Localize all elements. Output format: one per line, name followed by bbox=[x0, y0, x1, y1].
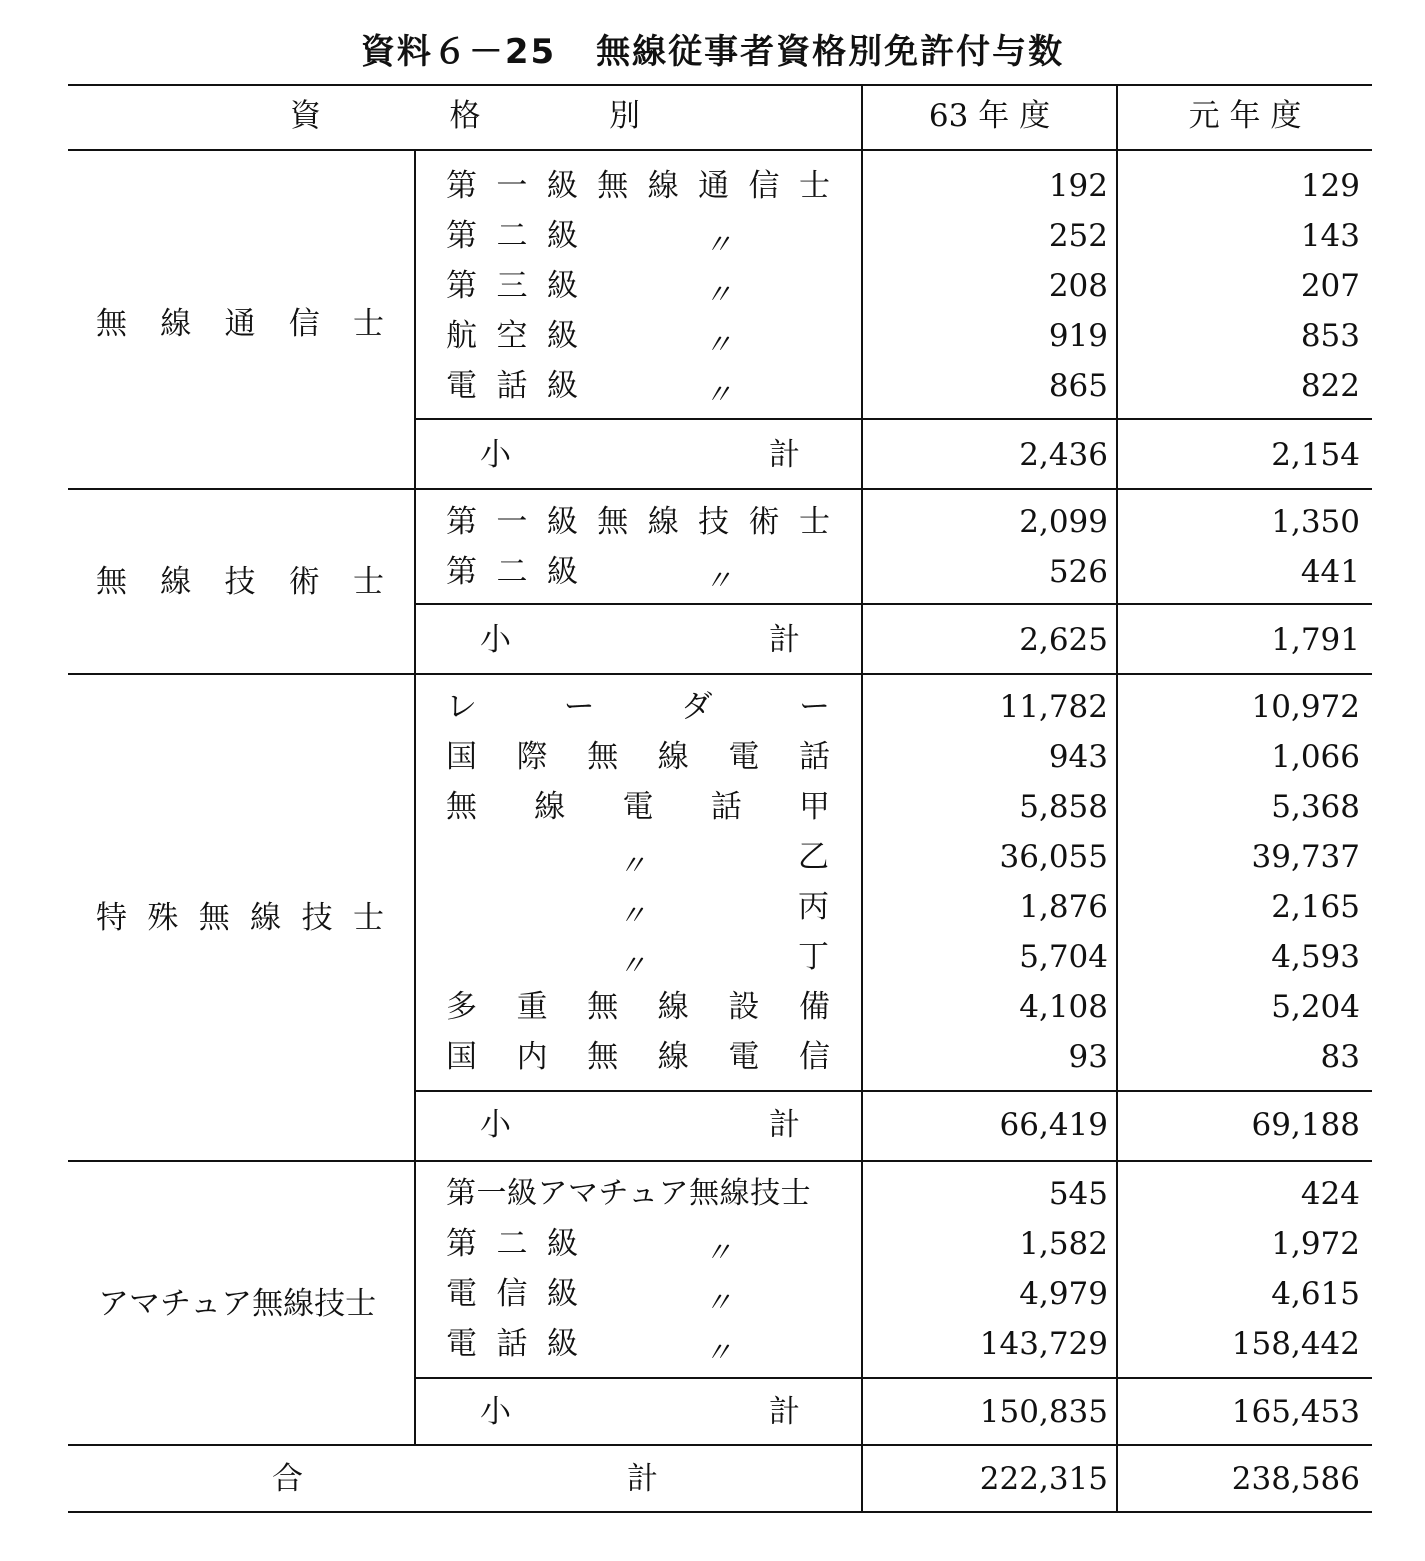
rule-g1-sub bbox=[416, 418, 1372, 420]
row-fy-gan: 10,972 bbox=[1251, 689, 1360, 725]
row-fy-gan: 822 bbox=[1300, 368, 1360, 404]
row-fy63: 865 bbox=[1048, 368, 1108, 404]
row-fy-gan: 4,615 bbox=[1271, 1276, 1360, 1312]
total-fy-gan: 238,586 bbox=[1231, 1461, 1360, 1497]
rule-col-gan bbox=[1116, 84, 1118, 1513]
rule-header bbox=[68, 149, 1372, 151]
subtotal-fy-gan: 69,188 bbox=[1251, 1107, 1360, 1143]
row-label: 丙 bbox=[798, 889, 829, 925]
row-label: 電 話 級 bbox=[446, 368, 578, 404]
rule-col-63 bbox=[861, 84, 863, 1513]
row-fy63: 919 bbox=[1048, 318, 1108, 354]
row-label: 第 二 級 bbox=[446, 554, 578, 590]
row-label: 国 際 無 線 電 話 bbox=[446, 739, 830, 775]
group-name-special-radio: 特 殊 無 線 技 士 bbox=[96, 900, 384, 936]
row-fy63: 545 bbox=[1048, 1176, 1108, 1212]
row-label: 第 二 級 bbox=[446, 1226, 578, 1262]
row-fy63: 2,099 bbox=[1019, 504, 1108, 540]
row-fy-gan: 143 bbox=[1300, 218, 1360, 254]
row-fy63: 36,055 bbox=[999, 839, 1108, 875]
subtotal-fy63: 150,835 bbox=[979, 1394, 1108, 1430]
row-fy-gan: 1,350 bbox=[1271, 504, 1360, 540]
rule-g4-end bbox=[68, 1444, 1372, 1446]
group-name-radio-engineer: 無 線 技 術 士 bbox=[96, 564, 384, 600]
header-fy-gan: 元 年 度 bbox=[1188, 98, 1302, 134]
row-label: 国 内 無 線 電 信 bbox=[446, 1039, 830, 1075]
subtotal-fy-gan: 1,791 bbox=[1271, 622, 1360, 658]
ditto-mark: 〃 bbox=[704, 278, 733, 311]
row-label: 多 重 無 線 設 備 bbox=[446, 989, 830, 1025]
row-fy-gan: 441 bbox=[1300, 554, 1360, 590]
rule-g2-sub bbox=[416, 603, 1372, 605]
row-fy63: 11,782 bbox=[999, 689, 1108, 725]
row-label: 無 線 電 話 甲 bbox=[446, 789, 830, 825]
row-fy63: 943 bbox=[1048, 739, 1108, 775]
row-label: 第一級アマチュア無線技士 bbox=[446, 1176, 812, 1211]
rule-bottom bbox=[68, 1511, 1372, 1513]
ditto-mark: 〃 bbox=[704, 328, 733, 361]
subtotal-fy-gan: 2,154 bbox=[1271, 437, 1360, 473]
row-label: レ ー ダ ー bbox=[446, 689, 830, 725]
row-fy63: 252 bbox=[1048, 218, 1108, 254]
ditto-mark: 〃 bbox=[618, 849, 647, 882]
total-fy63: 222,315 bbox=[979, 1461, 1108, 1497]
row-fy63: 208 bbox=[1048, 268, 1108, 304]
subtotal-fy63: 66,419 bbox=[999, 1107, 1108, 1143]
rule-g3-sub bbox=[416, 1090, 1372, 1092]
rule-g4-sub bbox=[416, 1377, 1372, 1379]
row-fy63: 1,876 bbox=[1019, 889, 1108, 925]
title-label: 資料６－25 bbox=[360, 32, 557, 72]
row-label: 第 三 級 bbox=[446, 268, 578, 304]
page-title bbox=[0, 24, 1425, 73]
subtotal-label: 小 計 bbox=[480, 437, 800, 473]
row-fy-gan: 1,972 bbox=[1271, 1226, 1360, 1262]
row-label: 航 空 級 bbox=[446, 318, 578, 354]
row-fy63: 93 bbox=[1068, 1039, 1108, 1075]
row-label: 電 信 級 bbox=[446, 1276, 578, 1312]
row-label: 第 一 級 無 線 技 術 士 bbox=[446, 504, 830, 540]
row-fy63: 5,858 bbox=[1019, 789, 1108, 825]
row-fy63: 526 bbox=[1048, 554, 1108, 590]
row-label: 第 一 級 無 線 通 信 士 bbox=[446, 168, 830, 204]
row-fy-gan: 83 bbox=[1320, 1039, 1360, 1075]
rule-g2-end bbox=[68, 673, 1372, 675]
subtotal-label: 小 計 bbox=[480, 622, 800, 658]
row-fy-gan: 2,165 bbox=[1271, 889, 1360, 925]
title-text: 無線従事者資格別免許付与数 bbox=[596, 32, 1065, 72]
ditto-mark: 〃 bbox=[704, 228, 733, 261]
row-fy-gan: 207 bbox=[1300, 268, 1360, 304]
rule-g3-end bbox=[68, 1160, 1372, 1162]
subtotal-fy63: 2,625 bbox=[1019, 622, 1108, 658]
row-fy63: 4,979 bbox=[1019, 1276, 1108, 1312]
row-fy-gan: 158,442 bbox=[1231, 1326, 1360, 1362]
subtotal-fy63: 2,436 bbox=[1019, 437, 1108, 473]
ditto-mark: 〃 bbox=[704, 1236, 733, 1269]
total-label: 合 計 bbox=[272, 1461, 658, 1497]
row-fy-gan: 4,593 bbox=[1271, 939, 1360, 975]
row-fy-gan: 424 bbox=[1300, 1176, 1360, 1212]
header-qualification: 資 格 別 bbox=[290, 98, 640, 134]
ditto-mark: 〃 bbox=[704, 1286, 733, 1319]
subtotal-fy-gan: 165,453 bbox=[1231, 1394, 1360, 1430]
row-fy63: 192 bbox=[1048, 168, 1108, 204]
row-fy-gan: 39,737 bbox=[1251, 839, 1360, 875]
ditto-mark: 〃 bbox=[704, 564, 733, 597]
subtotal-label: 小 計 bbox=[480, 1107, 800, 1143]
rule-col-sub bbox=[414, 149, 416, 1446]
header-fy63: 63 年 度 bbox=[928, 98, 1051, 134]
ditto-mark: 〃 bbox=[618, 899, 647, 932]
group-name-radio-operator: 無 線 通 信 士 bbox=[96, 306, 384, 342]
row-label: 乙 bbox=[798, 839, 829, 875]
row-fy63: 1,582 bbox=[1019, 1226, 1108, 1262]
row-fy63: 143,729 bbox=[979, 1326, 1108, 1362]
rule-g1-end bbox=[68, 488, 1372, 490]
row-fy-gan: 1,066 bbox=[1271, 739, 1360, 775]
row-fy-gan: 129 bbox=[1300, 168, 1360, 204]
rule-top bbox=[68, 84, 1372, 86]
row-fy63: 4,108 bbox=[1019, 989, 1108, 1025]
row-fy63: 5,704 bbox=[1019, 939, 1108, 975]
ditto-mark: 〃 bbox=[618, 949, 647, 982]
group-name-amateur-radio: アマチュア無線技士 bbox=[98, 1286, 377, 1322]
ditto-mark: 〃 bbox=[704, 378, 733, 411]
ditto-mark: 〃 bbox=[704, 1336, 733, 1369]
row-fy-gan: 5,368 bbox=[1271, 789, 1360, 825]
row-label: 第 二 級 bbox=[446, 218, 578, 254]
row-fy-gan: 853 bbox=[1300, 318, 1360, 354]
row-fy-gan: 5,204 bbox=[1271, 989, 1360, 1025]
row-label: 丁 bbox=[798, 939, 829, 975]
row-label: 電 話 級 bbox=[446, 1326, 578, 1362]
subtotal-label: 小 計 bbox=[480, 1394, 800, 1430]
